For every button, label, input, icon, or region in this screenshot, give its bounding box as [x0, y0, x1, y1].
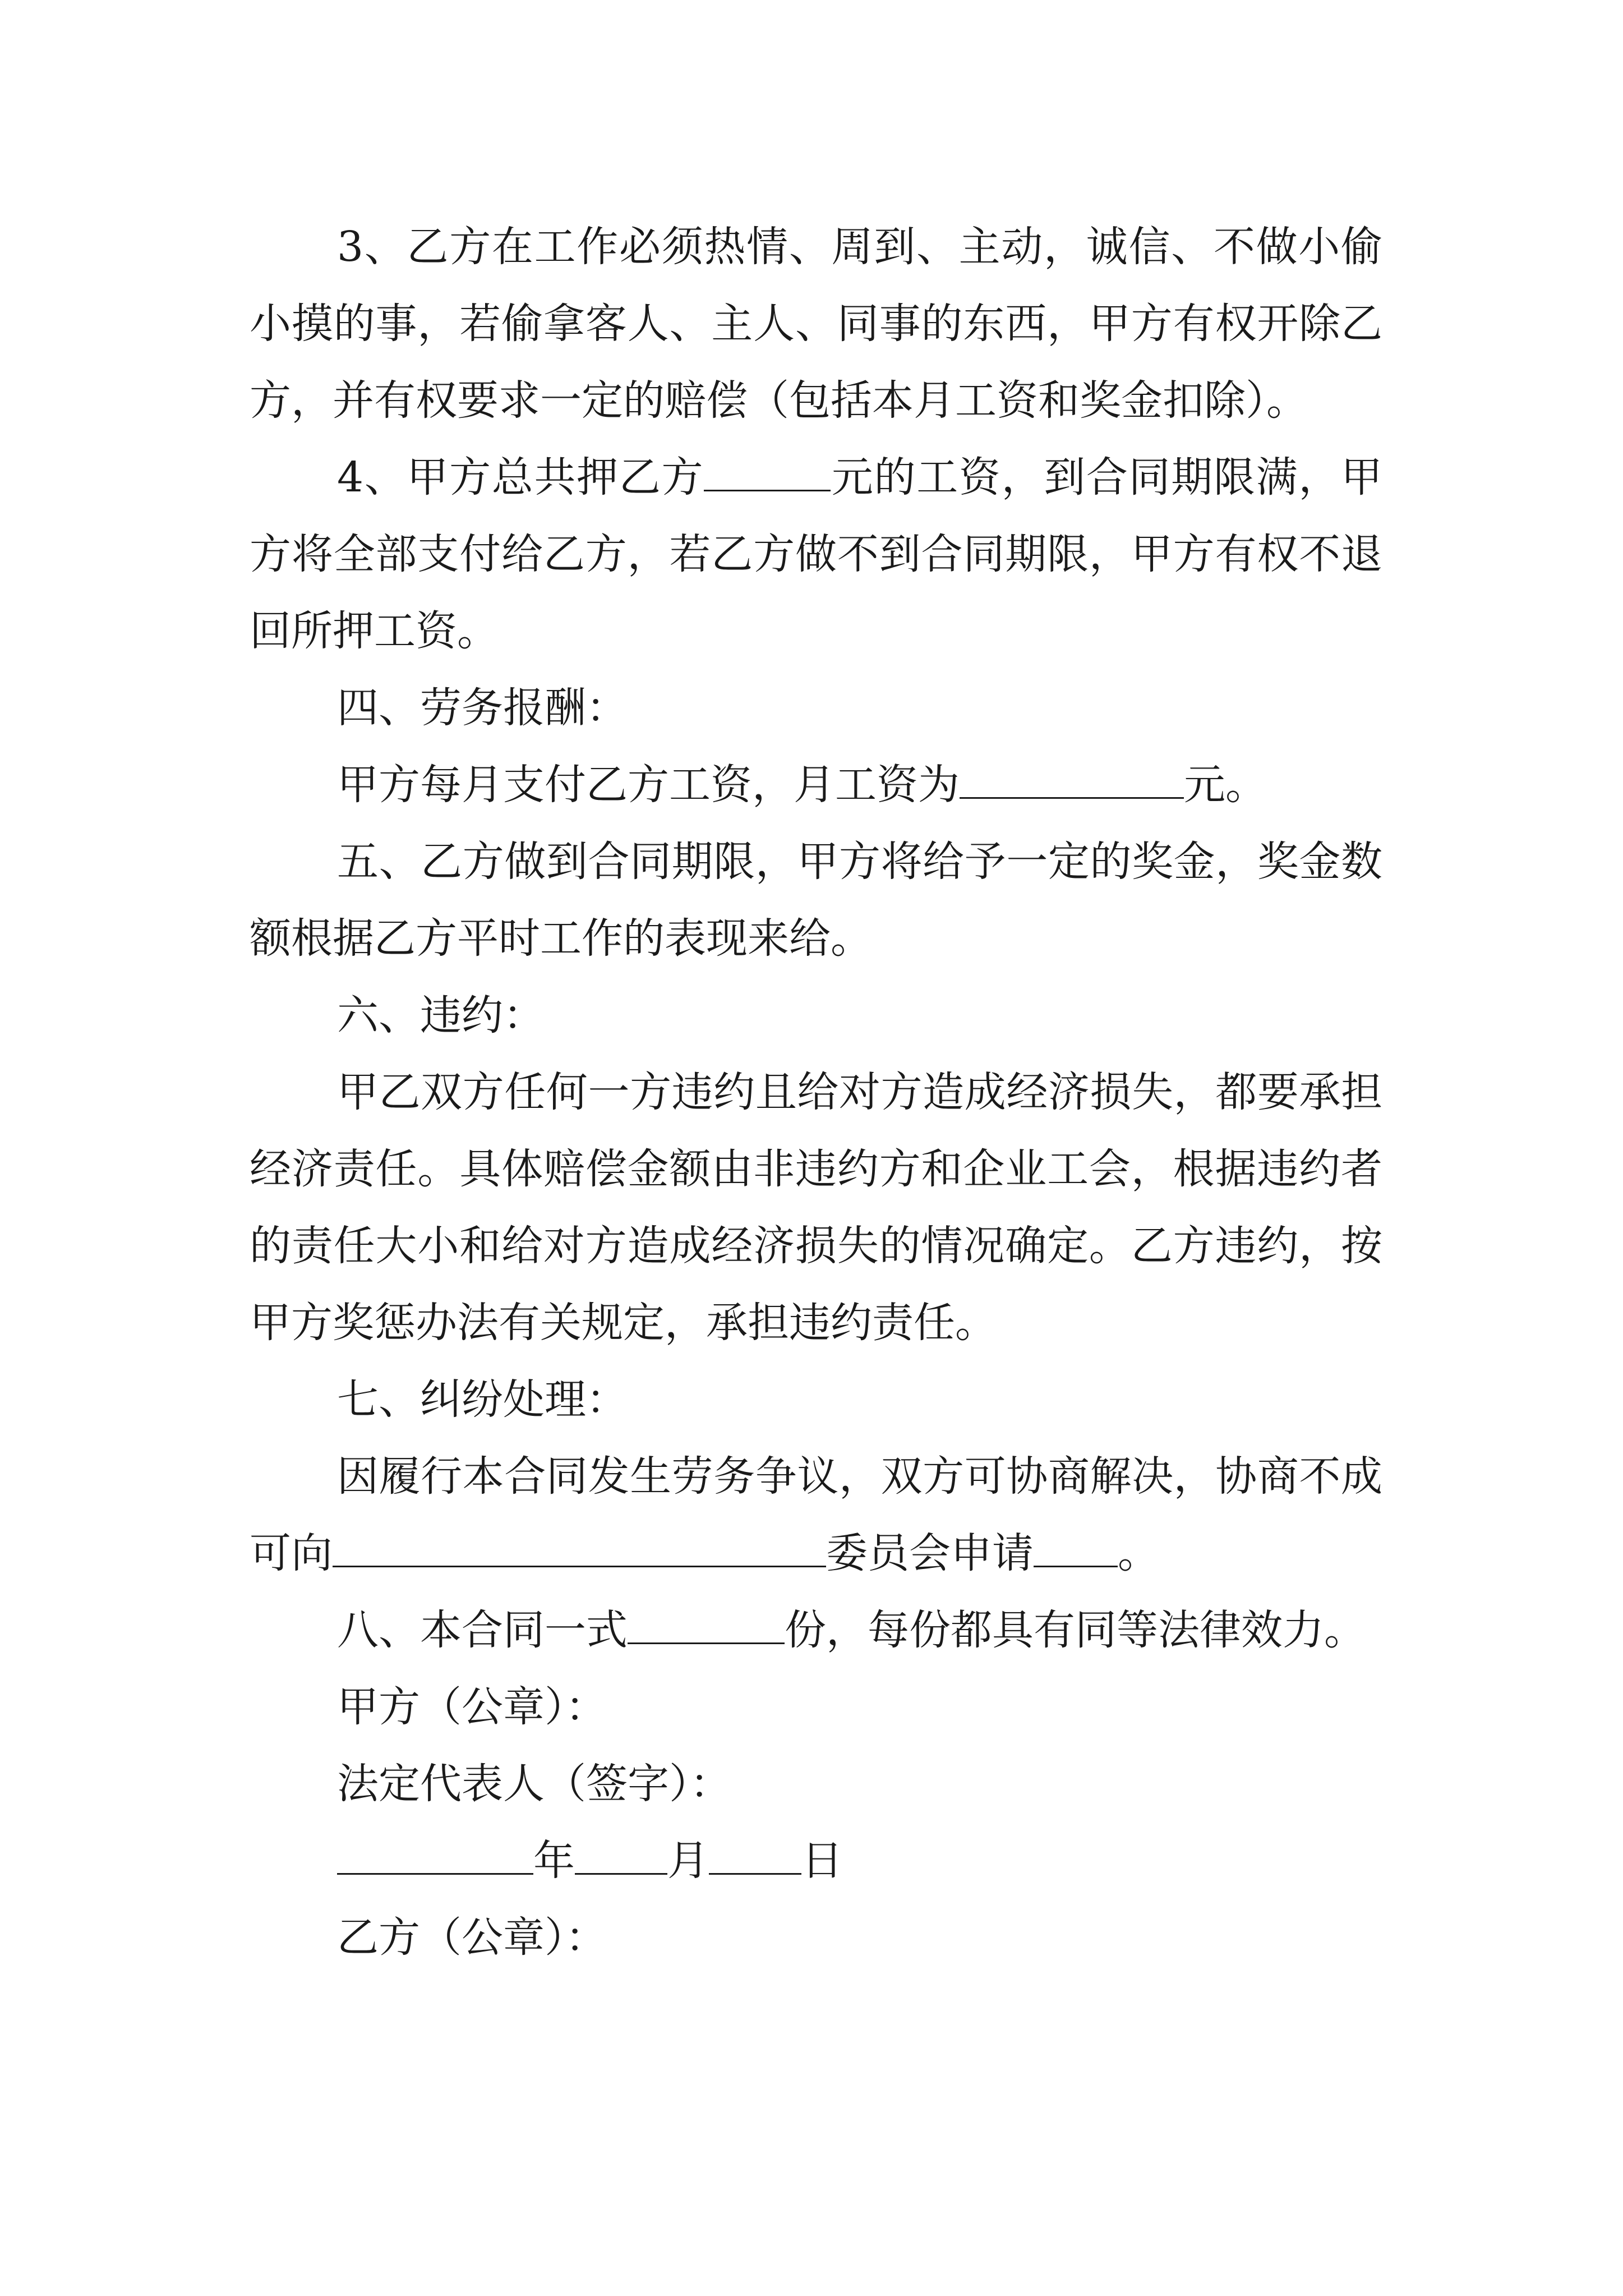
day-blank [709, 1838, 801, 1875]
salary-text-after: 元。 [1184, 761, 1267, 809]
section-6-heading: 六、违约： [337, 991, 545, 1039]
salary-amount-blank [960, 762, 1184, 799]
deposit-amount-blank [704, 455, 831, 491]
day-label: 日 [801, 1837, 843, 1885]
salary-paragraph [250, 747, 1382, 823]
committee-name-blank [333, 1531, 826, 1567]
dispute-text-before: 因履行本合同发生劳务争议，双方可协商解决，协商不成可向 [250, 1452, 1382, 1577]
dispute-text-after: 。 [1118, 1529, 1159, 1577]
clause-4-deposit-paragraph [250, 439, 1382, 670]
application-blank [1034, 1531, 1118, 1567]
dispute-paragraph [250, 1438, 1382, 1592]
party-a-seal-label: 甲方（公章）： [337, 1683, 607, 1731]
section-7-heading: 七、纠纷处理： [337, 1375, 628, 1424]
copies-text-before: 八、本合同一式 [337, 1606, 628, 1654]
year-blank [337, 1838, 533, 1875]
clause-3-paragraph: 3、乙方在工作必须热情、周到、主动，诚信、不做小偷小摸的事，若偷拿客人、主人、同事的东西，甲方有权开除乙方，并有权要求一定的赔偿（包括本月工资和奖金扣除）。 [250, 223, 1382, 425]
salary-text-before: 甲方每月支付乙方工资，月工资为 [337, 761, 960, 809]
section-4-heading: 四、劳务报酬： [337, 684, 628, 732]
party-b-seal-label: 乙方（公章）： [337, 1913, 607, 1962]
deposit-text-before: 4、甲方总共押乙方 [337, 453, 704, 501]
dispute-text-middle: 委员会申请 [826, 1529, 1034, 1577]
copies-count-blank [628, 1608, 785, 1644]
section-5-paragraph: 五、乙方做到合同期限，甲方将给予一定的奖金，奖金数额根据乙方平时工作的表现来给。 [250, 838, 1382, 963]
month-label: 月 [667, 1837, 709, 1885]
year-label: 年 [533, 1837, 575, 1885]
date-line [250, 1823, 1382, 1899]
copies-text-after: 份，每份都具有同等法律效力。 [785, 1606, 1366, 1654]
document-body [250, 209, 1382, 1976]
section-8-paragraph [250, 1592, 1382, 1669]
breach-paragraph: 甲乙双方任何一方违约且给对方造成经济损失，都要承担经济责任。具体赔偿金额由非违约方和企业工会，根据违约者的责任大小和给对方造成经济损失的情况确定。乙方违约，按甲方奖惩办法有关规定，承担违约责任。 [250, 1068, 1382, 1347]
deposit-text-after: 元的工资，到合同期限满，甲方将全部支付给乙方，若乙方做不到合同期限，甲方有权不退回所押工资。 [250, 453, 1382, 655]
legal-representative-label: 法定代表人（签字）： [337, 1760, 731, 1808]
month-blank [575, 1838, 667, 1875]
